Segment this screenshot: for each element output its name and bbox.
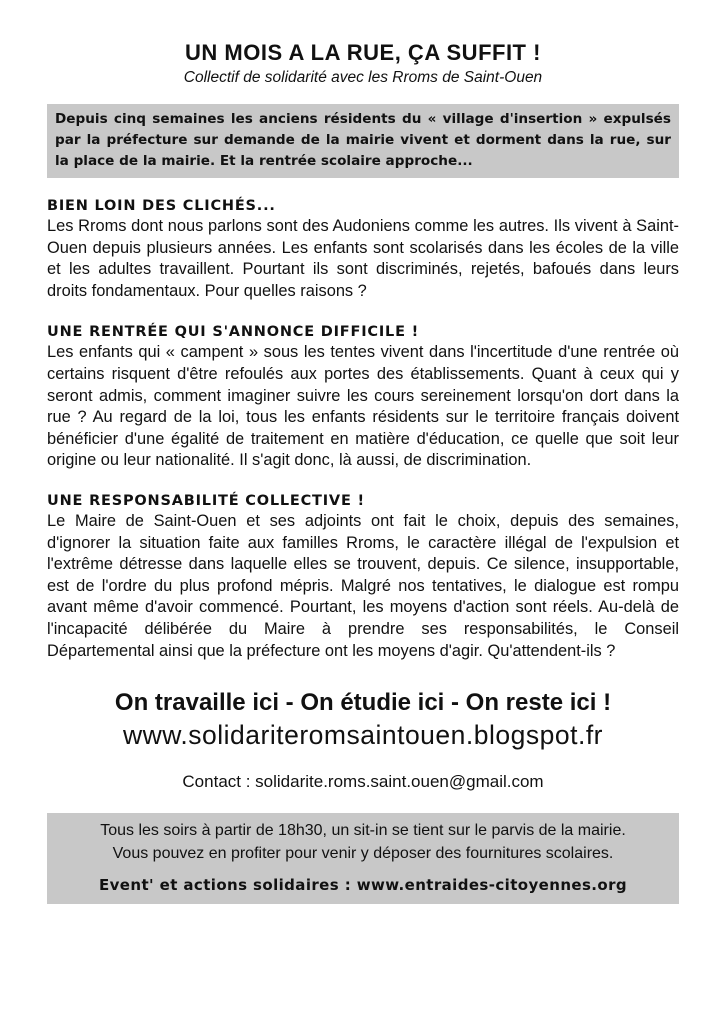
flyer-subtitle: Collectif de solidarité avec les Rroms de Saint-Ouen bbox=[183, 69, 543, 86]
contact-email[interactable]: Contact : solidarite.roms.saint.ouen@gmail.com bbox=[182, 772, 544, 792]
section-cliches bbox=[47, 196, 679, 302]
section-text: Les enfants qui « campent » sous les tentes vivent dans l'incertitude d'une rentrée où certains risquent d'être refoulés aux portes des établissements. Quant à ceux qui y seront admis, comment imaginer suivre les cours sereinement lorsqu'on dort dans la rue ? Au regard de la loi, tous les enfants résidents sur le territoire français doivent bénéficier d'une égalité de traitement en matière d'éducation, ce quelle que soit leur origine ou leur nationalité. Il s'agit donc, là aussi, de discrimination. bbox=[47, 343, 679, 470]
flyer-title: UN MOIS A LA RUE, ÇA SUFFIT ! bbox=[185, 40, 541, 65]
section-heading: BIEN LOIN DES CLICHÉS... bbox=[47, 198, 276, 214]
section-rentree bbox=[47, 322, 679, 472]
slogan: On travaille ici - On étudie ici - On reste ici ! bbox=[114, 689, 612, 717]
website-link[interactable]: www.solidariteromsaintouen.blogspot.fr bbox=[122, 720, 604, 751]
events-link[interactable]: Event' et actions solidaires : www.entraides-citoyennes.org bbox=[98, 876, 628, 895]
intro-box: Depuis cinq semaines les anciens résidents du « village d'insertion » expulsés par la préfecture sur demande de la mairie vivent et dorment dans la rue, sur la place de la mairie. Et la rentrée scolaire approche... bbox=[47, 104, 679, 178]
sit-in-info-box bbox=[47, 813, 679, 904]
section-responsabilite bbox=[47, 491, 679, 662]
section-heading: UNE RESPONSABILITÉ COLLECTIVE ! bbox=[47, 492, 365, 509]
sit-in-line: Tous les soirs à partir de 18h30, un sit-in se tient sur le parvis de la mairie. bbox=[100, 822, 626, 840]
section-heading: UNE RENTRÉE QUI S'ANNONCE DIFFICILE ! bbox=[47, 324, 420, 341]
supplies-line: Vous pouvez en profiter pour venir y déposer des fournitures scolaires. bbox=[112, 845, 614, 863]
section-text: Les Rroms dont nous parlons sont des Audoniens comme les autres. Ils vivent à Saint-Ouen depuis plusieurs années. Les enfants sont scolarisés dans les écoles de la ville et les adultes travaillent. Pourtant ils sont discriminés, rejetés, bafoués dans leurs droits fondamentaux. Pour quelles raisons ? bbox=[47, 217, 679, 300]
section-text: Le Maire de Saint-Ouen et ses adjoints ont fait le choix, depuis des semaines, d'ignorer la situation faite aux familles Rroms, le caractère illégal de l'expulsion et l'extrême détresse dans laquelle elles se trouvent, depuis. Ce silence, insupportable, est de l'ordre du plus profond mépris. Malgré nos tentatives, le dialogue est rompu avant même d'avoir commencé. Pourtant, les moyens d'action sont réels. Au-delà de l'incapacité délibérée du Maire à prendre ses responsabilités, le Conseil Départemental ainsi que la préfecture ont les moyens d'agir. Qu'attendent-ils ? bbox=[47, 511, 679, 660]
flyer-page bbox=[47, 40, 679, 904]
